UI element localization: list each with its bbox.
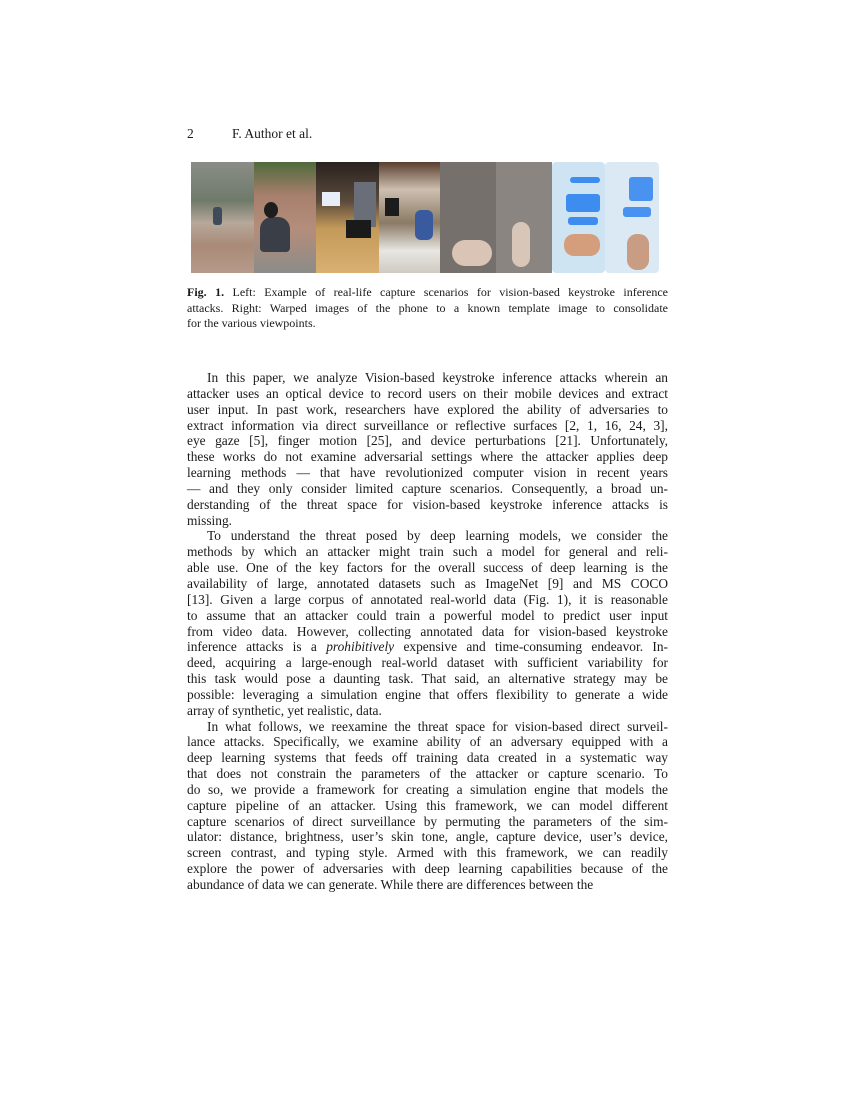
text-line: extract information via direct surveillance or reflective surfaces [2, 1, 16, 24, 3], xyxy=(187,417,668,433)
text-line: eye gaze [5], finger motion [25], and device perturbations [21]. Unfortunately, xyxy=(187,433,668,449)
photo-indoor-bed xyxy=(379,162,440,273)
text-segment: expensive and time-consuming endeavor. In- xyxy=(394,639,669,655)
text-line: deep learning systems that feeds off training data created in a systematic way xyxy=(187,750,668,766)
text-line: do so, we provide a framework for creating a simulation engine that models the xyxy=(187,781,668,797)
text-line: capture scenarios of direct surveillance by permuting the parameters of the sim- xyxy=(187,813,668,829)
warped-finger-2 xyxy=(496,162,552,273)
caption-line: Fig. 1. Left: Example of real-life capture scenarios for vision-based keystroke inference xyxy=(187,285,668,299)
text-line: screen contrast, and typing style. Armed with this framework, we can readily xyxy=(187,845,668,861)
caption-line: attacks. Right: Warped images of the phone to a known template image to consolidate xyxy=(187,300,668,315)
text-line xyxy=(187,639,668,655)
text-line: that does not constrain the parameters of the attacker or capture scenario. To xyxy=(187,766,668,782)
text-line: learning methods — that have revolutionized computer vision in recent years xyxy=(187,465,668,481)
text-line: deed, acquiring a large-enough real-world dataset with sufficient variability for xyxy=(187,655,668,671)
text-line: from video data. However, collecting annotated data for vision-based keystroke xyxy=(187,623,668,639)
text-line: methods by which an attacker might train such a model for general and reli- xyxy=(187,544,668,560)
text-line: capture pipeline of an attacker. Using this framework, we can model different xyxy=(187,797,668,813)
text-line: attacker uses an optical device to record users on their mobile devices and extract xyxy=(187,385,668,401)
text-line: explore the power of adversaries with deep learning capabilities because of the xyxy=(187,861,668,877)
text-line: [13]. Given a large corpus of annotated real-world data (Fig. 1), it is reasonable xyxy=(187,591,668,607)
body-text xyxy=(187,370,668,893)
text-line: ulator: distance, brightness, user’s skin tone, angle, capture device, user’s device, xyxy=(187,829,668,845)
text-line: these works do not examine adversarial settings where the attacker applies deep xyxy=(187,449,668,465)
text-line: To understand the threat posed by deep learning models, we consider the xyxy=(207,528,668,544)
text-line: derstanding of the threat space for vision-based keystroke inference attacks is xyxy=(187,496,668,512)
figure-1-image-strip xyxy=(191,162,659,273)
caption-label: Fig. 1. xyxy=(187,285,225,299)
text-line: — and they only consider limited capture scenarios. Consequently, a broad un- xyxy=(187,480,668,496)
text-segment: inference attacks is a xyxy=(187,639,327,655)
warped-phone-1 xyxy=(552,162,605,273)
photo-outdoor-steps xyxy=(254,162,316,273)
text-line: In what follows, we reexamine the threat space for vision-based direct surveil- xyxy=(207,718,668,734)
text-line: array of synthetic, yet realistic, data. xyxy=(187,702,382,718)
emphasized-text: prohibitively xyxy=(326,639,395,655)
text-line: missing. xyxy=(187,512,233,528)
text-line: possible: leveraging a simulation engine that offers flexibility to generate a wide xyxy=(187,686,668,702)
text-line: abundance of data we can generate. While there are differences between the xyxy=(187,877,594,892)
paragraph xyxy=(187,528,668,718)
photo-indoor-standing xyxy=(316,162,379,273)
text-line: In this paper, we analyze Vision-based keystroke inference attacks wherein an xyxy=(207,370,668,385)
text-line: able use. One of the key factors for the overall success of deep learning is the xyxy=(187,560,668,576)
text-line: this task would pose a daunting task. That said, an alternative strategy may be xyxy=(187,671,668,687)
page-number: 2 xyxy=(187,126,194,141)
figure-1-caption xyxy=(187,285,668,332)
photo-outdoor-courtyard xyxy=(191,162,254,273)
paragraph xyxy=(187,719,668,893)
text-line: to assume that an attacker could train a powerful model to predict user input xyxy=(187,607,668,623)
text-line: lance attacks. Specifically, we examine ability of an adversary equipped with a xyxy=(187,734,668,750)
caption-line: for the various viewpoints. xyxy=(187,316,316,330)
text-line: availability of large, annotated datasets such as ImageNet [9] and MS COCO xyxy=(187,575,668,591)
text-line: user input. In past work, researchers have explored the ability of adversaries to xyxy=(187,401,668,417)
warped-finger-1 xyxy=(440,162,496,273)
running-author: F. Author et al. xyxy=(232,126,313,141)
paragraph xyxy=(187,370,668,528)
warped-phone-2 xyxy=(605,162,659,273)
